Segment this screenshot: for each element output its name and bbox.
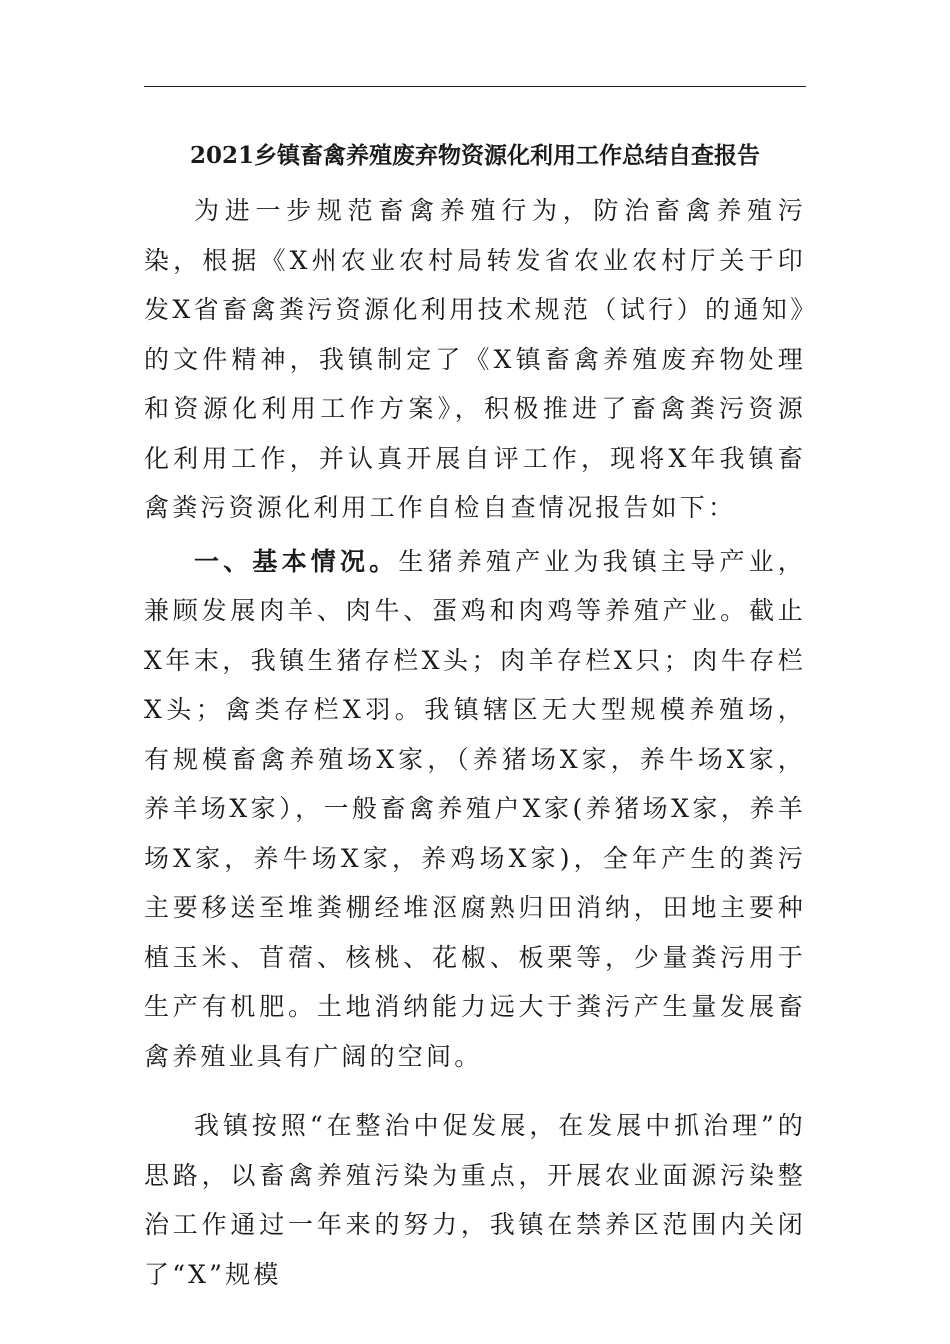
paragraph-approach (144, 1101, 806, 1299)
paragraph-text: 为进一步规范畜禽养殖行为，防治畜禽养殖污染，根据《X州农业农村局转发省农业农村厅关于印发X省畜禽粪污资源化利用技术规范（试行）的通知》的文件精神，我镇制定了《X镇畜禽养殖废弃物处理和资源化利用工作方案》，积极推进了畜禽粪污资源化利用工作，并认真开展自评工作，现将X年我镇畜禽粪污资源化利用工作自检自查情况报告如下： (144, 196, 806, 522)
paragraph-intro (144, 186, 806, 533)
paragraph-text: 我镇按照“在整治中促发展，在发展中抓治理”的思路，以畜禽养殖污染为重点，开展农业面源污染整治工作通过一年来的努力，我镇在禁养区范围内关闭了“X”规模 (144, 1111, 806, 1289)
section-heading: 一、基本情况。 (194, 546, 399, 576)
document-body (144, 186, 806, 1299)
paragraph-text: 生猪养殖产业为我镇主导产业，兼顾发展肉羊、肉牛、蛋鸡和肉鸡等养殖产业。截止X年末，我镇生猪存栏X头；肉羊存栏X只；肉牛存栏X头；禽类存栏X羽。我镇辖区无大型规模养殖场，有规模畜禽养殖场X家，（养猪场X家，养牛场X家，养羊场X家），一般畜禽养殖户X家(养猪场X家，养羊场X家，养牛场X家，养鸡场X家)，全年产生的粪污主要移送至堆粪棚经堆沤腐熟归田消纳，田地主要种植玉米、苜蓿、核桃、花椒、板栗等，少量粪污用于生产有机肥。土地消纳能力远大于粪污产生量发展畜禽养殖业具有广阔的空间。 (144, 546, 806, 1071)
paragraph-basic-situation (144, 537, 806, 1082)
document-title: 2021乡镇畜禽养殖废弃物资源化利用工作总结自查报告 (189, 142, 760, 169)
header-rule (144, 86, 806, 87)
